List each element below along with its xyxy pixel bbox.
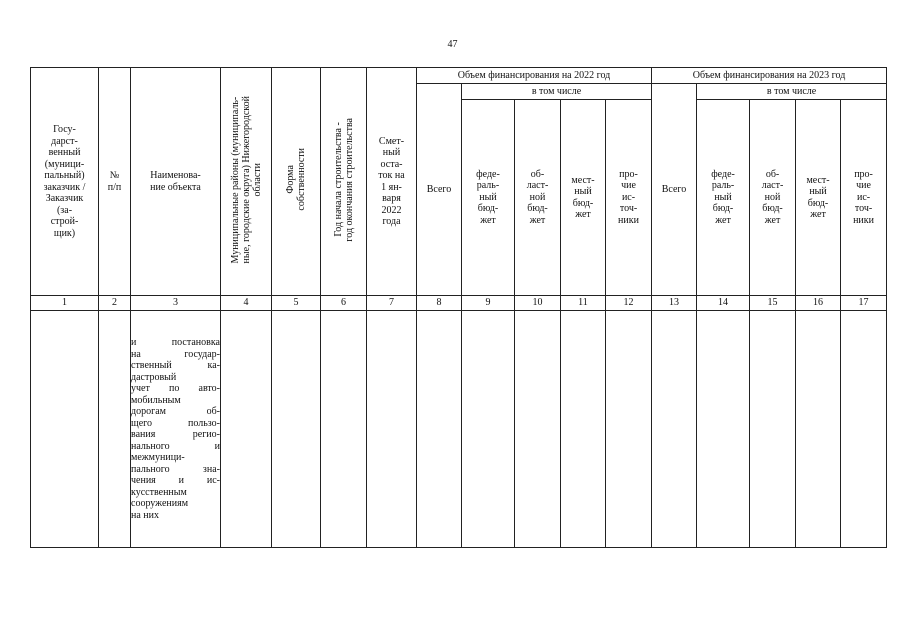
column-number: 17 <box>841 296 887 311</box>
header-ownership-form-cell <box>272 68 321 296</box>
column-number: 10 <box>515 296 561 311</box>
cell-customer <box>31 311 99 548</box>
column-number: 1 <box>31 296 99 311</box>
object-name-line: сооружениям <box>131 498 189 509</box>
object-name-line: щего пользо- <box>131 417 220 429</box>
column-number-row <box>31 296 887 311</box>
header-total-2022: Всего <box>417 84 462 296</box>
header-including-2022: в том числе <box>462 84 652 100</box>
header-funding-2022: Объем финансирования на 2022 год <box>417 68 652 84</box>
object-name-line: ственный ка- <box>131 360 220 371</box>
object-name-line: на государ- <box>131 348 220 360</box>
header-other-2022: про- чие ис- точ- ники <box>606 100 652 296</box>
object-name-line: мобильным <box>131 394 181 406</box>
object-name-line: и постановка <box>131 337 220 348</box>
object-name-line: пального зна- <box>131 463 220 475</box>
header-local-2023: мест- ный бюд- жет <box>796 100 841 296</box>
header-construction-years: Год начала строительства - год окончания строительства <box>332 117 355 242</box>
funding-table <box>30 67 887 548</box>
cell-construction-years <box>321 311 367 548</box>
header-construction-years-cell <box>321 68 367 296</box>
header-row-number: № п/п <box>99 68 131 296</box>
cell-federal-2022 <box>462 311 515 548</box>
header-regional-2023: об- ласт- ной бюд- жет <box>750 100 796 296</box>
header-local-2022: мест- ный бюд- жет <box>561 100 606 296</box>
cell-municipal-district <box>221 311 272 548</box>
column-number: 16 <box>796 296 841 311</box>
column-number: 7 <box>367 296 417 311</box>
header-municipal-district: Муниципальные районы (муниципаль- ные, городские округа) Нижегородской области <box>229 96 263 264</box>
page-number: 47 <box>447 39 458 50</box>
object-name-line: нального и <box>131 440 220 452</box>
header-including-2023: в том числе <box>697 84 887 100</box>
column-number: 6 <box>321 296 367 311</box>
object-name-line: учет по авто- <box>131 383 220 394</box>
object-name-line: дорогам об- <box>131 406 220 417</box>
header-total-2023: Всего <box>652 84 697 296</box>
column-number: 5 <box>272 296 321 311</box>
header-other-2023: про- чие ис- точ- ники <box>841 100 887 296</box>
cell-other-2023 <box>841 311 887 548</box>
object-name-line: вания регио- <box>131 429 220 440</box>
cell-row-number <box>99 311 131 548</box>
header-municipal-district-cell <box>221 68 272 296</box>
column-number: 14 <box>697 296 750 311</box>
cell-regional-2023 <box>750 311 796 548</box>
cell-ownership-form <box>272 311 321 548</box>
column-number: 3 <box>131 296 221 311</box>
header-regional-2022: об- ласт- ной бюд- жет <box>515 100 561 296</box>
object-name-line: кусственным <box>131 486 187 498</box>
column-number: 9 <box>462 296 515 311</box>
column-number: 13 <box>652 296 697 311</box>
header-funding-2023: Объем финансирования на 2023 год <box>652 68 887 84</box>
table-row <box>31 311 887 548</box>
header-object-name: Наименова- ние объекта <box>131 68 221 296</box>
cell-object-name <box>131 311 221 548</box>
cell-federal-2023 <box>697 311 750 548</box>
column-number: 2 <box>99 296 131 311</box>
header-federal-2023: феде- раль- ный бюд- жет <box>697 100 750 296</box>
cell-local-2023 <box>796 311 841 548</box>
cell-other-2022 <box>606 311 652 548</box>
header-customer: Госу- дарст- венный (муници- пальный) заказчик / Заказчик (за- строй- щик) <box>31 68 99 296</box>
header-estimate-balance: Смет- ный оста- ток на 1 ян- варя 2022 года <box>367 68 417 296</box>
column-number: 4 <box>221 296 272 311</box>
object-name-line: чения и ис- <box>131 475 220 486</box>
cell-total-2022 <box>417 311 462 548</box>
cell-total-2023 <box>652 311 697 548</box>
header-federal-2022: феде- раль- ный бюд- жет <box>462 100 515 296</box>
object-name-line: межмуници- <box>131 452 185 463</box>
header-ownership-form: Форма собственности <box>285 148 307 212</box>
cell-regional-2022 <box>515 311 561 548</box>
cell-estimate-balance <box>367 311 417 548</box>
column-number: 12 <box>606 296 652 311</box>
column-number: 15 <box>750 296 796 311</box>
cell-local-2022 <box>561 311 606 548</box>
object-name-line: на них <box>131 509 159 521</box>
column-number: 8 <box>417 296 462 311</box>
column-number: 11 <box>561 296 606 311</box>
object-name-line: дастровый <box>131 371 177 383</box>
